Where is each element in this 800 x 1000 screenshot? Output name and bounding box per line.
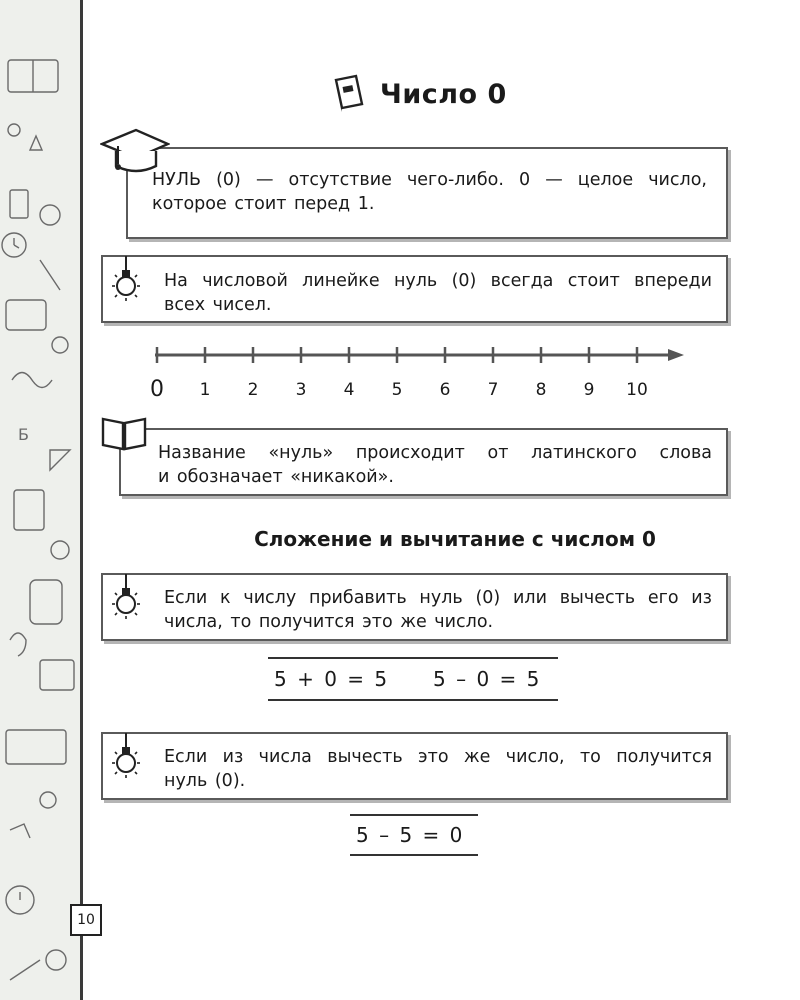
- number-line-label: 10: [626, 380, 648, 400]
- doodle-border: [0, 0, 83, 1000]
- number-line-label: 5: [391, 380, 403, 400]
- number-line-label: 4: [343, 380, 355, 400]
- number-line-label: 0: [150, 377, 164, 402]
- tip-text-add-sub: Если к числу прибавить нуль (0) или вычесть его из числа, то получится это же число.: [164, 588, 712, 632]
- definition-text: НУЛЬ (0) — отсутствие чего-либо. 0 — целое число, которое стоит перед 1.: [152, 170, 707, 214]
- svg-text:Б: Б: [18, 425, 29, 444]
- page-number: 10: [70, 904, 102, 936]
- tip-text-number-line: На числовой линейке нуль (0) всегда стоит впереди всех чисел.: [164, 271, 712, 315]
- number-line: [150, 340, 690, 402]
- formula-sub: 5 – 0 = 5: [433, 667, 540, 691]
- tip-text-self-sub: Если из числа вычесть это же число, то получится нуль (0).: [164, 747, 712, 791]
- lightbulb-icon: [109, 256, 143, 308]
- formula-self-sub-expr: 5 – 5 = 0: [356, 823, 463, 847]
- etymology-text: Название «нуль» происходит от латинского слова и обозначает «никакой».: [158, 443, 712, 487]
- school-doodles-icon: [0, 0, 80, 1000]
- page-title: Число 0: [380, 78, 507, 110]
- book-icon: [330, 74, 366, 114]
- lightbulb-icon: [109, 574, 143, 626]
- formula-add-sub: [268, 657, 558, 701]
- number-line-label: 2: [247, 380, 259, 400]
- formula-add: 5 + 0 = 5: [274, 667, 388, 691]
- open-book-icon: [99, 413, 149, 453]
- number-line-arrow: [668, 349, 684, 361]
- lightbulb-icon: [109, 733, 143, 785]
- number-line-label: 7: [487, 380, 499, 400]
- number-line-label: 6: [439, 380, 451, 400]
- number-line-label: 8: [535, 380, 547, 400]
- page-title-block: [330, 74, 507, 114]
- number-line-label: 1: [199, 380, 211, 400]
- formula-self-sub: [350, 814, 478, 856]
- number-line-label: 3: [295, 380, 307, 400]
- section-subtitle: Сложение и вычитание с числом 0: [254, 527, 656, 551]
- number-line-label: 9: [583, 380, 595, 400]
